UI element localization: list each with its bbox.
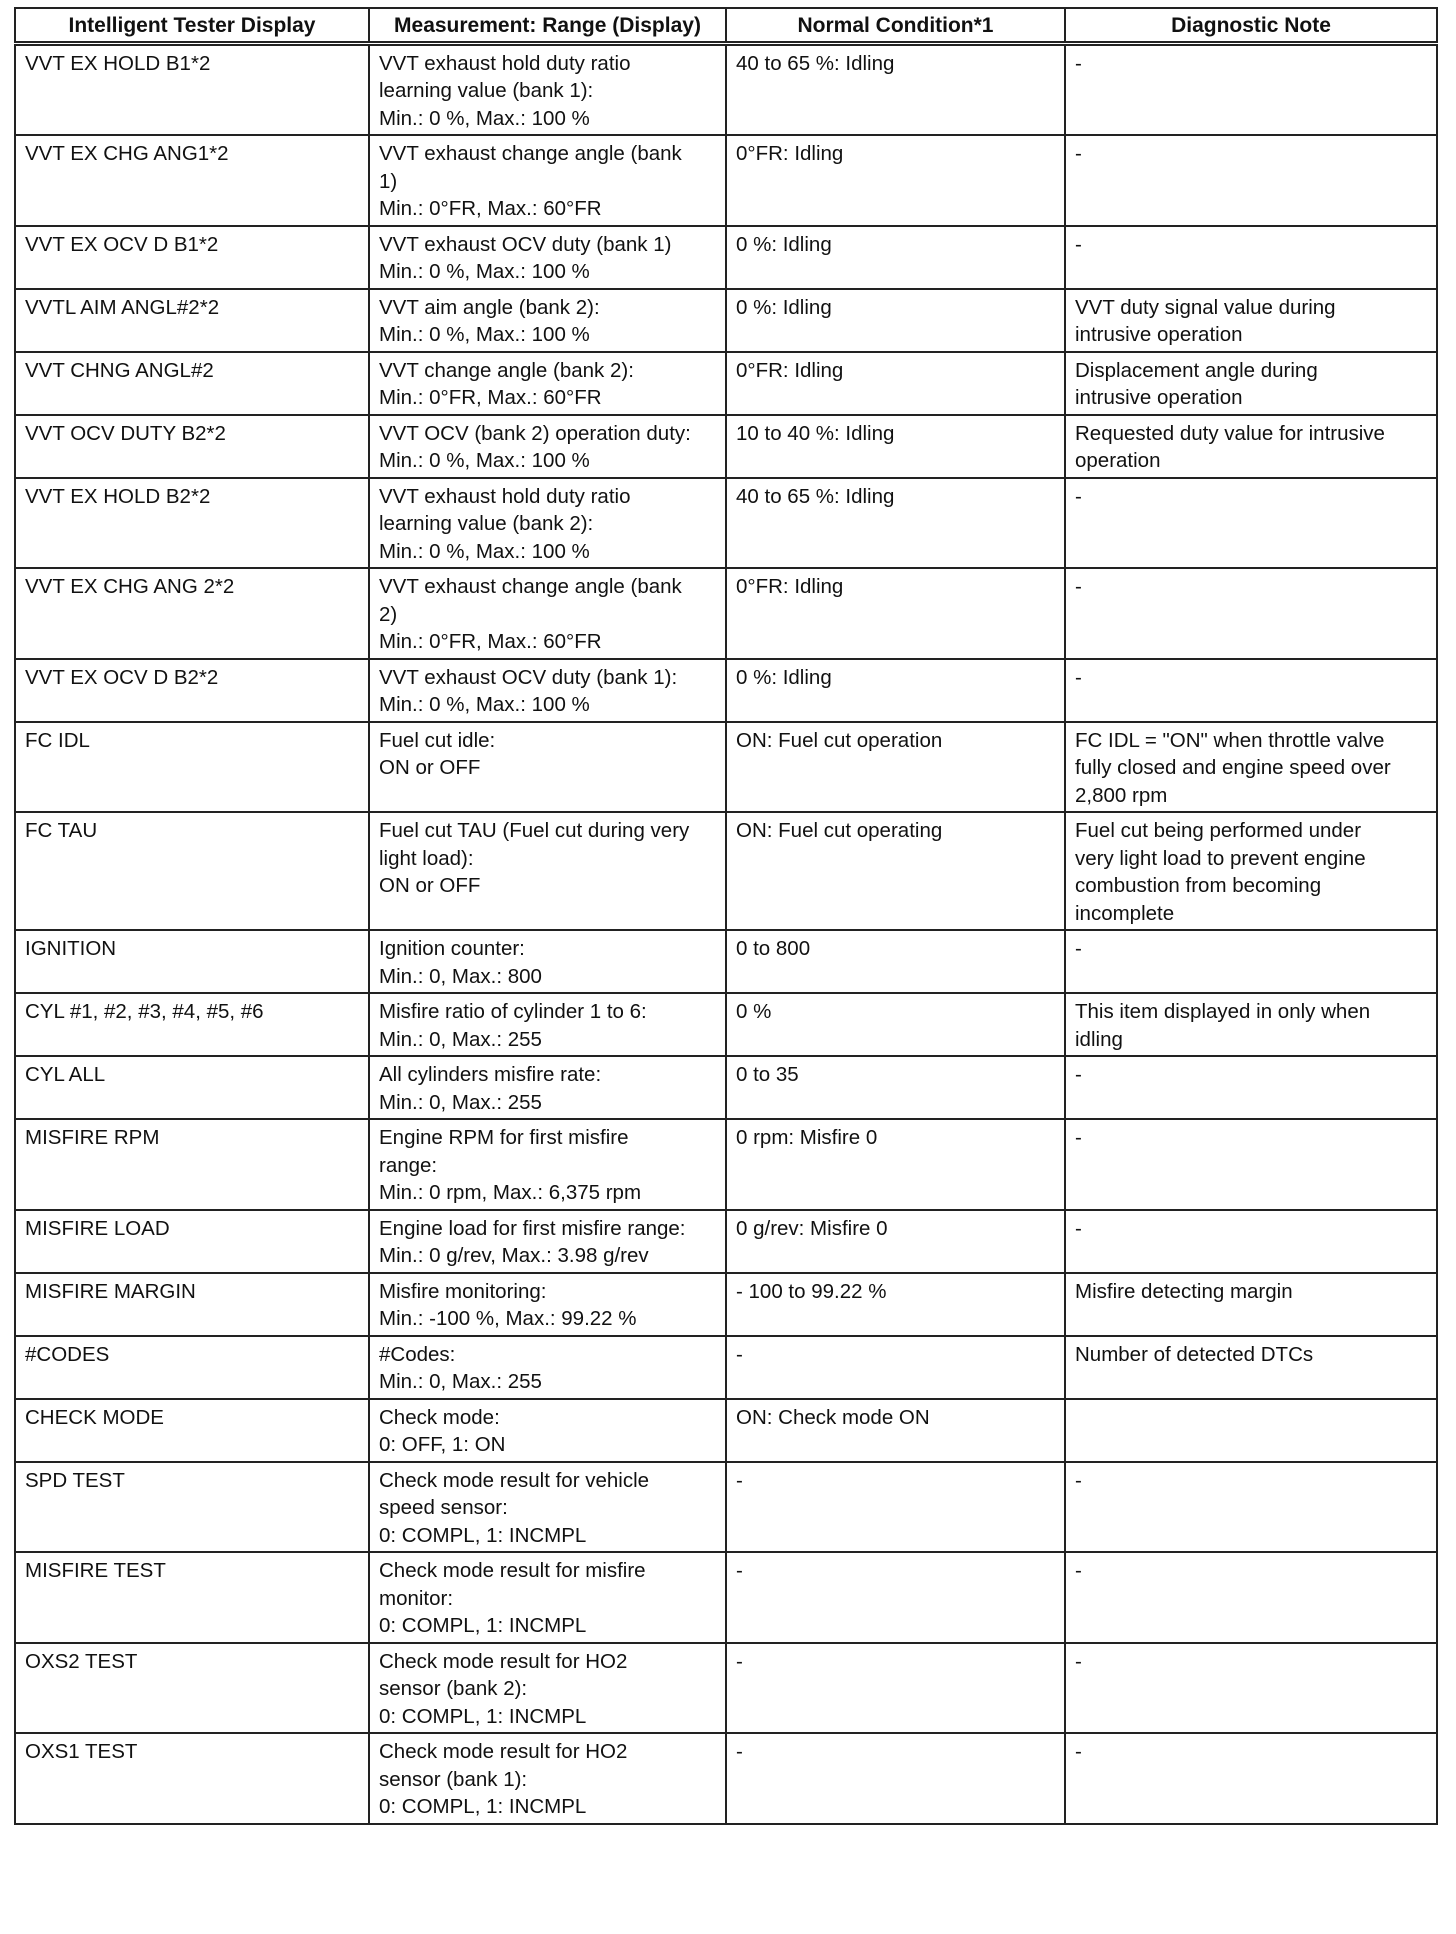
cell-text-line: 0: COMPL, 1: INCMPL — [379, 1614, 587, 1637]
cell-text-line: Min.: 0 %, Max.: 100 % — [379, 260, 590, 283]
cell-tester-display: VVT EX CHG ANG1*2 — [15, 135, 369, 226]
cell-text-line: Check mode result for HO2 — [379, 1649, 628, 1673]
cell-text-line: 0: OFF, 1: ON — [379, 1433, 506, 1456]
cell-tester-display: VVT EX HOLD B2*2 — [15, 478, 369, 569]
table-row — [15, 993, 1437, 1056]
cell-diagnostic-note — [1065, 478, 1437, 569]
cell-text-line: ON or OFF — [379, 874, 481, 897]
cell-text-line: 0°FR: Idling — [736, 358, 844, 382]
cell-text-line: - — [1075, 142, 1082, 165]
cell-diagnostic-note — [1065, 722, 1437, 813]
cell-text-line: 0 % — [736, 1000, 772, 1023]
cell-text-line: Ignition counter: — [379, 937, 525, 960]
table-row — [15, 1462, 1437, 1553]
cell-diagnostic-note — [1065, 289, 1437, 352]
table-row — [15, 812, 1437, 930]
header-diagnostic-note: Diagnostic Note — [1065, 8, 1437, 43]
cell-tester-display: VVT EX OCV D B1*2 — [15, 226, 369, 289]
cell-text-line: 0 %: Idling — [736, 295, 832, 319]
cell-text-line: Misfire detecting margin — [1075, 1279, 1293, 1303]
cell-text-line: - — [736, 1468, 743, 1492]
cell-measurement-range — [369, 1119, 726, 1210]
cell-text-line: Min.: 0, Max.: 800 — [379, 964, 542, 988]
cell-measurement-range — [369, 1399, 726, 1462]
cell-text-line: 0: COMPL, 1: INCMPL — [379, 1795, 587, 1818]
table-row — [15, 1119, 1437, 1210]
cell-text-line: monitor: — [379, 1586, 454, 1610]
cell-text-line: Min.: 0, Max.: 255 — [379, 1370, 542, 1393]
cell-text-line: ON or OFF — [379, 756, 481, 779]
cell-measurement-range — [369, 43, 726, 135]
table-row — [15, 43, 1437, 135]
cell-text-line: Check mode: — [379, 1405, 500, 1429]
cell-text-line: Min.: 0, Max.: 255 — [379, 1090, 542, 1114]
cell-measurement-range — [369, 1552, 726, 1643]
cell-measurement-range — [369, 135, 726, 226]
cell-measurement-range — [369, 1273, 726, 1336]
cell-text-line: Engine load for first misfire range: — [379, 1216, 686, 1240]
cell-text-line: VVT duty signal value during — [1075, 295, 1336, 319]
cell-text-line: Misfire monitoring: — [379, 1279, 547, 1303]
cell-text-line: Min.: 0 %, Max.: 100 % — [379, 693, 590, 716]
cell-text-line: operation — [1075, 449, 1161, 472]
cell-text-line: - — [1075, 1559, 1082, 1582]
cell-measurement-range — [369, 1210, 726, 1273]
cell-tester-display: VVTL AIM ANGL#2*2 — [15, 289, 369, 352]
cell-tester-display: VVT EX CHG ANG 2*2 — [15, 568, 369, 659]
cell-text-line: speed sensor: — [379, 1496, 508, 1519]
cell-tester-display: CYL #1, #2, #3, #4, #5, #6 — [15, 993, 369, 1056]
cell-normal-condition — [726, 812, 1065, 930]
cell-text-line: - — [1075, 1740, 1082, 1763]
table-row — [15, 1056, 1437, 1119]
cell-text-line: 0°FR: Idling — [736, 575, 844, 598]
cell-text-line: ON: Fuel cut operation — [736, 728, 943, 752]
cell-text-line: 0 to 35 — [736, 1063, 799, 1086]
cell-text-line: FC IDL = "ON" when throttle valve — [1075, 728, 1385, 752]
cell-text-line: VVT exhaust change angle (bank — [379, 142, 682, 165]
cell-tester-display: FC TAU — [15, 812, 369, 930]
cell-text-line: Min.: 0 %, Max.: 100 % — [379, 106, 590, 130]
cell-text-line: - — [1075, 665, 1082, 689]
cell-measurement-range — [369, 352, 726, 415]
cell-diagnostic-note — [1065, 993, 1437, 1056]
cell-normal-condition — [726, 352, 1065, 415]
cell-tester-display: OXS2 TEST — [15, 1643, 369, 1734]
cell-normal-condition — [726, 1336, 1065, 1399]
table-row — [15, 1733, 1437, 1824]
cell-text-line: Fuel cut being performed under — [1075, 819, 1362, 842]
cell-text-line: combustion from becoming — [1075, 874, 1322, 897]
cell-normal-condition — [726, 289, 1065, 352]
cell-text-line: Min.: 0 %, Max.: 100 % — [379, 323, 590, 346]
cell-text-line: Fuel cut TAU (Fuel cut during very — [379, 819, 690, 842]
data-list-table — [14, 7, 1438, 1825]
table-row — [15, 722, 1437, 813]
cell-tester-display: VVT CHNG ANGL#2 — [15, 352, 369, 415]
cell-normal-condition — [726, 993, 1065, 1056]
cell-text-line: VVT aim angle (bank 2): — [379, 295, 600, 319]
cell-text-line: ON: Check mode ON — [736, 1405, 930, 1429]
cell-normal-condition — [726, 135, 1065, 226]
cell-text-line: - — [1075, 1649, 1082, 1673]
cell-text-line: Check mode result for HO2 — [379, 1740, 628, 1763]
cell-text-line: range: — [379, 1153, 438, 1177]
cell-diagnostic-note — [1065, 568, 1437, 659]
table-header — [15, 8, 1437, 43]
cell-text-line: - — [1075, 1468, 1082, 1492]
cell-text-line: - — [736, 1649, 743, 1673]
header-row — [15, 8, 1437, 43]
table-row — [15, 1399, 1437, 1462]
cell-diagnostic-note — [1065, 415, 1437, 478]
cell-text-line: - — [736, 1740, 743, 1763]
cell-text-line: 2,800 rpm — [1075, 783, 1168, 807]
table-row — [15, 289, 1437, 352]
cell-tester-display: SPD TEST — [15, 1462, 369, 1553]
cell-diagnostic-note — [1065, 1210, 1437, 1273]
cell-text-line: VVT exhaust change angle (bank — [379, 575, 682, 598]
cell-text-line: - — [1075, 484, 1082, 508]
table-row — [15, 415, 1437, 478]
cell-measurement-range — [369, 993, 726, 1056]
cell-tester-display: FC IDL — [15, 722, 369, 813]
cell-text-line: 0 %: Idling — [736, 665, 832, 689]
cell-diagnostic-note — [1065, 1733, 1437, 1824]
cell-text-line: Min.: 0°FR, Max.: 60°FR — [379, 197, 602, 220]
cell-tester-display: MISFIRE MARGIN — [15, 1273, 369, 1336]
cell-diagnostic-note — [1065, 930, 1437, 993]
cell-text-line: learning value (bank 1): — [379, 79, 594, 102]
cell-normal-condition — [726, 43, 1065, 135]
cell-text-line: intrusive operation — [1075, 323, 1243, 346]
cell-text-line: - — [1075, 232, 1082, 256]
table-row — [15, 568, 1437, 659]
cell-normal-condition — [726, 1552, 1065, 1643]
cell-text-line: VVT change angle (bank 2): — [379, 358, 634, 382]
cell-tester-display: CYL ALL — [15, 1056, 369, 1119]
cell-text-line: sensor (bank 1): — [379, 1767, 528, 1791]
cell-diagnostic-note — [1065, 352, 1437, 415]
cell-text-line: Min.: 0, Max.: 255 — [379, 1027, 542, 1051]
cell-text-line: 0 %: Idling — [736, 232, 832, 256]
cell-normal-condition — [726, 1462, 1065, 1553]
cell-measurement-range — [369, 930, 726, 993]
table-row — [15, 1336, 1437, 1399]
cell-measurement-range — [369, 722, 726, 813]
table-row — [15, 1552, 1437, 1643]
cell-tester-display: VVT OCV DUTY B2*2 — [15, 415, 369, 478]
cell-text-line: VVT OCV (bank 2) operation duty: — [379, 421, 691, 445]
cell-text-line: 0 rpm: Misfire 0 — [736, 1126, 878, 1149]
table-row — [15, 1643, 1437, 1734]
cell-diagnostic-note — [1065, 812, 1437, 930]
cell-tester-display: #CODES — [15, 1336, 369, 1399]
cell-text-line: - — [1075, 1063, 1082, 1086]
cell-measurement-range — [369, 1643, 726, 1734]
cell-text-line: Min.: 0°FR, Max.: 60°FR — [379, 386, 602, 409]
cell-diagnostic-note — [1065, 1399, 1437, 1462]
cell-tester-display: MISFIRE RPM — [15, 1119, 369, 1210]
cell-text-line: 2) — [379, 602, 398, 626]
cell-text-line: learning value (bank 2): — [379, 512, 594, 535]
table-row — [15, 226, 1437, 289]
cell-text-line: intrusive operation — [1075, 386, 1243, 409]
cell-text-line: VVT exhaust OCV duty (bank 1) — [379, 232, 672, 256]
cell-diagnostic-note — [1065, 1336, 1437, 1399]
cell-normal-condition — [726, 1056, 1065, 1119]
table-row — [15, 1210, 1437, 1273]
cell-text-line: - — [1075, 937, 1082, 960]
cell-tester-display: CHECK MODE — [15, 1399, 369, 1462]
cell-diagnostic-note — [1065, 1273, 1437, 1336]
cell-text-line: - — [736, 1342, 743, 1366]
cell-text-line: - — [1075, 51, 1082, 75]
cell-text-line: - — [1075, 1216, 1082, 1240]
cell-diagnostic-note — [1065, 1462, 1437, 1553]
cell-diagnostic-note — [1065, 43, 1437, 135]
cell-text-line: light load): — [379, 846, 474, 870]
cell-text-line: fully closed and engine speed over — [1075, 756, 1391, 779]
cell-text-line: 40 to 65 %: Idling — [736, 51, 895, 75]
cell-text-line: ON: Fuel cut operating — [736, 819, 943, 842]
cell-diagnostic-note — [1065, 135, 1437, 226]
cell-normal-condition — [726, 930, 1065, 993]
cell-text-line: 0°FR: Idling — [736, 142, 844, 165]
cell-text-line: - — [736, 1559, 743, 1582]
cell-text-line: 40 to 65 %: Idling — [736, 484, 895, 508]
table-row — [15, 478, 1437, 569]
cell-text-line: 0 to 800 — [736, 937, 811, 960]
cell-normal-condition — [726, 1733, 1065, 1824]
table-row — [15, 930, 1437, 993]
cell-normal-condition — [726, 226, 1065, 289]
cell-text-line: very light load to prevent engine — [1075, 846, 1366, 870]
header-measurement-range: Measurement: Range (Display) — [369, 8, 726, 43]
cell-measurement-range — [369, 415, 726, 478]
cell-text-line: - 100 to 99.22 % — [736, 1279, 887, 1303]
table-row — [15, 135, 1437, 226]
cell-normal-condition — [726, 568, 1065, 659]
cell-tester-display: VVT EX OCV D B2*2 — [15, 659, 369, 722]
header-tester-display: Intelligent Tester Display — [15, 8, 369, 43]
cell-text-line: #Codes: — [379, 1342, 456, 1366]
cell-normal-condition — [726, 1643, 1065, 1734]
cell-text-line: Min.: 0°FR, Max.: 60°FR — [379, 630, 602, 653]
cell-text-line: 0: COMPL, 1: INCMPL — [379, 1523, 587, 1547]
cell-diagnostic-note — [1065, 1119, 1437, 1210]
cell-measurement-range — [369, 812, 726, 930]
cell-diagnostic-note — [1065, 1643, 1437, 1734]
cell-text-line: - — [1075, 575, 1082, 598]
cell-normal-condition — [726, 1399, 1065, 1462]
cell-measurement-range — [369, 659, 726, 722]
cell-text-line: Check mode result for vehicle — [379, 1468, 650, 1492]
table-row — [15, 352, 1437, 415]
cell-measurement-range — [369, 226, 726, 289]
cell-normal-condition — [726, 1210, 1065, 1273]
cell-normal-condition — [726, 1273, 1065, 1336]
cell-text-line: incomplete — [1075, 901, 1175, 925]
cell-text-line: Check mode result for misfire — [379, 1559, 646, 1582]
cell-text-line: Min.: 0 g/rev, Max.: 3.98 g/rev — [379, 1244, 649, 1267]
table-body — [15, 43, 1437, 1824]
cell-measurement-range — [369, 1733, 726, 1824]
cell-text-line: sensor (bank 2): — [379, 1677, 528, 1700]
cell-text-line: Min.: 0 rpm, Max.: 6,375 rpm — [379, 1181, 642, 1204]
cell-text-line: - — [1075, 1126, 1082, 1149]
cell-tester-display: VVT EX HOLD B1*2 — [15, 43, 369, 135]
cell-text-line: 0: COMPL, 1: INCMPL — [379, 1704, 587, 1728]
cell-text-line: VVT exhaust OCV duty (bank 1): — [379, 665, 678, 689]
table-row — [15, 1273, 1437, 1336]
cell-measurement-range — [369, 568, 726, 659]
cell-tester-display: IGNITION — [15, 930, 369, 993]
cell-text-line: Fuel cut idle: — [379, 728, 496, 752]
cell-text-line: Min.: 0 %, Max.: 100 % — [379, 539, 590, 563]
cell-diagnostic-note — [1065, 226, 1437, 289]
cell-normal-condition — [726, 478, 1065, 569]
cell-measurement-range — [369, 1462, 726, 1553]
cell-measurement-range — [369, 1056, 726, 1119]
header-normal-condition: Normal Condition*1 — [726, 8, 1065, 43]
cell-text-line: This item displayed in only when — [1075, 1000, 1371, 1023]
cell-diagnostic-note — [1065, 659, 1437, 722]
cell-text-line: Displacement angle during — [1075, 358, 1318, 382]
cell-normal-condition — [726, 415, 1065, 478]
cell-text-line: Number of detected DTCs — [1075, 1342, 1314, 1366]
cell-measurement-range — [369, 1336, 726, 1399]
cell-text-line: All cylinders misfire rate: — [379, 1063, 602, 1086]
cell-text-line: 1) — [379, 169, 398, 193]
cell-text-line: VVT exhaust hold duty ratio — [379, 484, 631, 508]
cell-diagnostic-note — [1065, 1056, 1437, 1119]
cell-text-line: VVT exhaust hold duty ratio — [379, 51, 631, 75]
cell-text-line: Min.: 0 %, Max.: 100 % — [379, 449, 590, 472]
cell-text-line: Misfire ratio of cylinder 1 to 6: — [379, 1000, 647, 1023]
cell-text-line: Min.: -100 %, Max.: 99.22 % — [379, 1307, 637, 1330]
cell-text-line: 0 g/rev: Misfire 0 — [736, 1216, 888, 1240]
cell-text-line: 10 to 40 %: Idling — [736, 421, 895, 445]
cell-tester-display: MISFIRE LOAD — [15, 1210, 369, 1273]
cell-normal-condition — [726, 1119, 1065, 1210]
cell-text-line: idling — [1075, 1027, 1123, 1051]
cell-text-line: Engine RPM for first misfire — [379, 1126, 629, 1149]
cell-measurement-range — [369, 478, 726, 569]
cell-tester-display: OXS1 TEST — [15, 1733, 369, 1824]
cell-normal-condition — [726, 722, 1065, 813]
cell-diagnostic-note — [1065, 1552, 1437, 1643]
cell-text-line: Requested duty value for intrusive — [1075, 421, 1385, 445]
table-row — [15, 659, 1437, 722]
cell-normal-condition — [726, 659, 1065, 722]
cell-tester-display: MISFIRE TEST — [15, 1552, 369, 1643]
cell-measurement-range — [369, 289, 726, 352]
